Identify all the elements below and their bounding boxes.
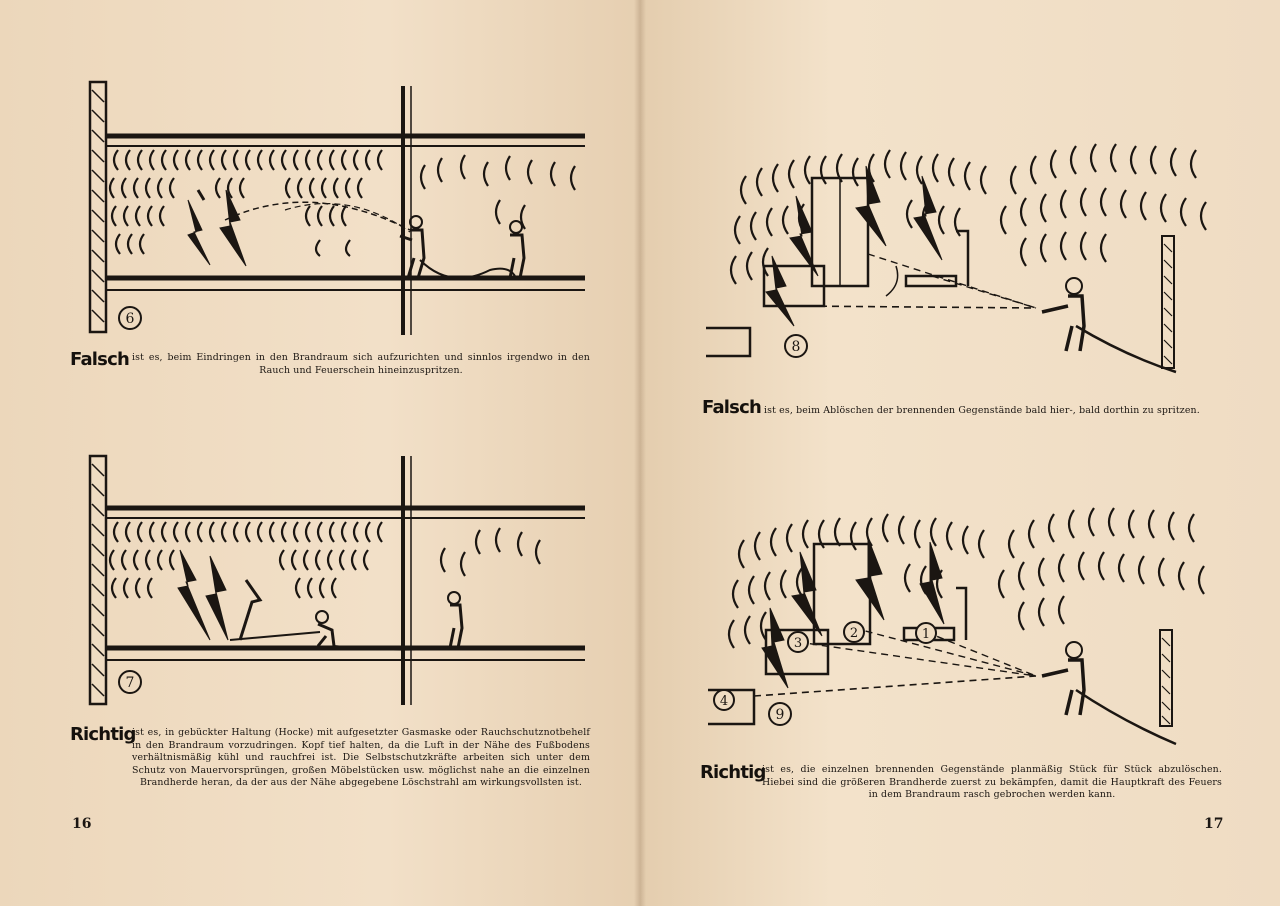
keyword-falsch-8: Falsch <box>702 397 761 418</box>
caption-text-7: ist es, in gebückter Haltung (Hocke) mit aufgesetzter Gasmaske oder Rauchschutznotbehelf in den Brandraum vorzudringen. Kopf tief halten, da die Luft in der Nähe des Fußbodens verhältnismäßig kühl und rauchfrei ist. Die Selbstschutzkräfte arbeiten sich unter dem Schutz von Mauervorsprüngen, großen Möbelstücken usw. möglichst nahe an die einzelnen Brandherde heran, da der aus der Nähe abgegebene Löschstrahl am wirkungsvollsten ist. <box>132 727 590 789</box>
target-label-3: 3 <box>793 636 803 651</box>
keyword-richtig-9: Richtig <box>700 762 766 783</box>
figure-8-label: 8 <box>791 339 801 355</box>
right-page <box>640 0 1280 906</box>
figure-7-label: 7 <box>125 675 135 691</box>
figure-8-illustration <box>706 136 1236 386</box>
target-label-2: 2 <box>849 626 859 641</box>
target-label-4: 4 <box>719 694 729 709</box>
caption-text-6: ist es, beim Eindringen in den Brandraum sich aufzurichten und sinnlos irgendwo in den Rauch und Feuerschein hineinzuspritzen. <box>132 352 590 376</box>
page-number-left: 16 <box>72 816 92 832</box>
target-label-1: 1 <box>921 627 931 642</box>
figure-6-label: 6 <box>125 311 135 327</box>
keyword-richtig-7: Richtig <box>70 724 136 745</box>
caption-text-8: ist es, beim Ablöschen der brennenden Gegenstände bald hier-, bald dorthin zu spritzen. <box>764 405 1200 416</box>
caption-figure-8 <box>702 397 1222 424</box>
figure-9-illustration <box>704 500 1234 750</box>
figure-6-illustration <box>70 80 590 340</box>
caption-figure-7 <box>70 724 590 811</box>
keyword-falsch-6: Falsch <box>70 349 129 370</box>
figure-7-illustration <box>70 450 590 710</box>
book-gutter <box>634 0 646 906</box>
page-number-right: 17 <box>1204 816 1224 832</box>
caption-figure-9 <box>700 764 1220 808</box>
caption-figure-6 <box>70 349 590 392</box>
figure-9-label: 9 <box>775 707 785 723</box>
caption-text-9: ist es, die einzelnen brennenden Gegenstände planmäßig Stück für Stück abzulöschen. Hiebei sind die größeren Brandherde zuerst zu bekämpfen, damit die Hauptkraft des Feuers in dem Brandraum rasch gebrochen werden kann. <box>762 764 1222 801</box>
